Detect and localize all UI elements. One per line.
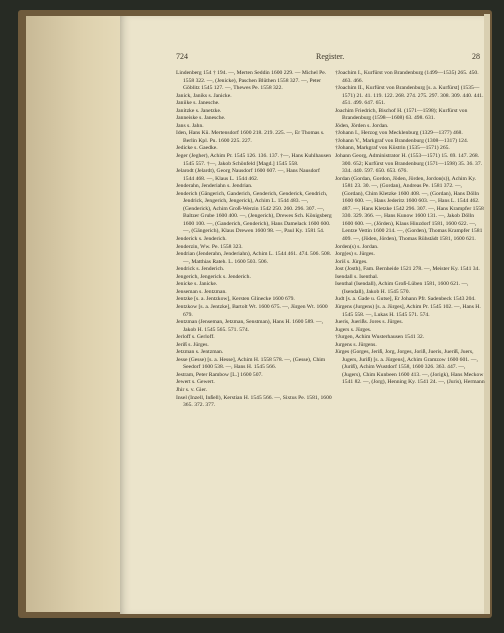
page-number: 724 — [176, 52, 188, 61]
column-number: 28 — [472, 52, 480, 61]
register-entry: Jentzke [s. a. Jentzkow], Kersten Glinecke 1600 679. — [176, 296, 295, 303]
register-entry: †Johann V., Markgraf von Brandenburg (1308—1317) 124. — [335, 137, 469, 144]
register-entry: Jetzman s. Jentzman. — [176, 349, 224, 356]
register-entry: Jendrian (Jenderahn, Jenderiahn), Achim L. 1544 461. 474. 506. 508. —, Matthias Rateh. L. 1600 503. 506. — [176, 251, 332, 265]
register-entry: Jentzkow [s. a. Jentzke], Bartolt Wt. 1600 675. —, Jürgen Wt. 1600 679. — [176, 303, 328, 318]
register-entry: Jurgens s. Jürgens. — [335, 341, 377, 348]
register-entry: Jenderich (Gängerich, Ganderich, Genderich, Genderick, Gendrich, Jendrick, Jengerich, Jengerick), Achim L. 1544 483. —, (Genderick), Achim Groß-Werzin 1542 250. 260. 296. 307. —, Baltzer Grube 1600 400. —, (Jengerich), Drewes Sch. Königsberg 1600 100. —, (Ganderich, Genderich), Hans Damelack 1600 600. —, (Gängerich), Klaus Drewen 1600 98. —, Paul Ky. 1581 54. — [176, 190, 332, 235]
register-entry: Jans s. Jahn. — [176, 122, 204, 129]
register-entry: Jenderahn, Jenderiahn s. Jendrian. — [176, 183, 253, 190]
register-entry: Iden, Hans Kü. Mertensdorf 1600 218. 219. 225. —, Er Thomas s. Berlin Kpl. Pu. 1600 225. 227. — [176, 130, 325, 144]
register-entry: Jedicke s. Gaedke. — [176, 145, 218, 152]
register-entry: Isendall s. Isenthal. — [335, 273, 379, 280]
page-title: Register. — [316, 52, 345, 61]
register-entry: Jenicke s. Janicke. — [176, 281, 218, 288]
register-entry: Lindenberg 154 † 194. —, Merten Seddin 1600 229. — Michel Pe. 1558 322. —, (Jenicke), Paschen Blüthen 1558 327. —, Peter Göblitz 1545 127. —, Thewes Pe. 1558 322. — [176, 70, 327, 92]
register-entry: Jugers s. Jürges. — [335, 326, 372, 333]
register-entry: †Johann I., Herzog von Mecklenburg (1329—1377) 468. — [335, 130, 463, 137]
register-entry: Jöden, Jörden s. Jordan. — [335, 122, 389, 129]
register-entry: Janitzke s. Janetzke. — [176, 107, 222, 114]
register-entry: Jürges (Gorges, Jeriß, Jorg, Jorges, Joriß, Jueris, Jueriß, Juers, Jugers, Juriß) [s. a. Jürgens], Achim Gramzow 1600 601. —, (Juriß), Achim Wustdorf 1558, 1600 326. 363. 447. —, (Jugers), Chim Kunbeen 1600 413. —, (Jorigk), Hans Meckow 1541 82. —, (Jorg), Henning Ky. 1541 24. —, (Juris), Hermann — [335, 349, 485, 386]
register-entry: †Joachim II., Kurfürst von Brandenburg [s. a. Kurfürst] (1535—1571) 21. 41. 119. 122. 268. 274. 275. 297. 308. 309. 440. 441. 451. 499. 647. 651. — [335, 85, 484, 107]
register-entry: Jelarodt (Jelardt), Georg Nausdorf 1600 607. —, Hans Nausdorf 1544 468. —, Klaus L. 1544 462. — [176, 168, 320, 182]
register-entry: Jeger (Jegher), Achim Pr. 1545 126. 136. 137. †—, Hans Kuhlhausen 1545 557. †—, Jakob Schönfeld [Magd.] 1545 558. — [176, 153, 332, 167]
register-entry: Janneiske s. Janesche. — [176, 115, 226, 122]
register-entry: Jueris, Juerißs. Jores s. Jürges. — [335, 319, 403, 326]
register-entry: Jengerich, Jengerick s. Jenderich. — [176, 273, 251, 280]
page-edge-stack — [26, 16, 126, 612]
register-entry: Insel (Inzell, Inßell), Kerstian H. 1545 566. —, Sixtus Pe. 1581, 1600 365. 372. 377. — [176, 394, 332, 409]
register-entry: †Johann, Markgraf von Küstrin (1535—1571) 265. — [335, 145, 450, 152]
register-column-right — [335, 70, 485, 387]
register-entry: Jorg(es) s. Jürges. — [335, 251, 375, 258]
register-entry: Jewert s. Gewert. — [176, 379, 215, 386]
register-entry: Janiike s. Janesche. — [176, 100, 220, 107]
register-entry: Jenderick s. Jenderich. — [176, 236, 227, 243]
register-entry: Jentzman (Jenseman, Jetzman, Senstman), Hans H. 1600 589. —, Jakob H. 1545 565. 571. 574. — [176, 319, 323, 333]
register-entry: Jenderzin, Ww. Pe. 1558 323. — [176, 243, 243, 250]
register-entry: Joachim Friedrich, Bischof H. (1571—1598); Kurfürst von Brandenburg (1598—1608) 63. 498. 631. — [335, 107, 468, 122]
register-entry: Isenthal (Isendall), Achim Groß-Lüben 1581, 1600 621. —, (Isendall), Jakob H. 1545 570. — [335, 281, 469, 295]
register-entry: Jürgens (Jurgens) [s. a. Jürges], Achim Pr. 1545 102. —, Hans H. 1545 558. —, Lukas H. 1545 571. 574. — [335, 303, 481, 318]
register-entry: Jost (Josth), Fam. Bernheide 1521 278. —, Meister Ky. 1541 34. — [335, 266, 480, 273]
register-entry: Jorden(s) s. Jordan. — [335, 243, 379, 250]
register-entry: Jeriß s. Jürges. — [176, 341, 209, 348]
register-entry: Janick, Janiks s. Janicke. — [176, 92, 232, 99]
register-entry: Jendrick s. Jenderich. — [176, 266, 225, 273]
register-entry: Jhir s. v. Gier. — [176, 386, 208, 393]
register-entry: Jesse (Gesse) [s. a. Hesse], Achim H. 1558 578. —, (Gesse), Chim Seedorf 1600 538. —, Hans H. 1545 566. — [176, 356, 326, 371]
register-entry: Jenseman s. Jentzman. — [176, 288, 227, 295]
register-entry: Jordan (Gordan, Gordon, Jöden, Jörden, Jordon(s)), Achim Ky. 1581 23. 30. —, (Gordan), Andreas Pe. 1581 372. —, (Gordan), Chim Kletzke 1600 408. —, (Gordan), Hans Dölln 1600 600. —, Hans Jederitz 1600 603. —, Hans L. 1544 462. 487. —, Hans Kletzke 1542 296. 307. —, Hans Krampfer 1558 330. 329. 366. —, Hans Kunow 1600 131. —, Jakob Dölln 1600 600. —, (Jörden), Klaus Hinzdorf 1581, 1600 622. —, Lentze Vettin 1600 214. —, (Gorden), Thomas Krampfer 1581 409. —, (Jöden, Jörden), Thomas Rühstädt 1581, 1600 621. — [335, 175, 484, 243]
register-entry: Judt [s. a. Gade u. Gutse], Er Johann Pfr. Sadenbeck 1543 204. — [335, 296, 476, 303]
register-entry: †Jurgen, Achim Wusterhausen 1541 32. — [335, 334, 425, 341]
register-entry: Johann Georg, Administrator H. (1553—1571) 15. 69. 147. 268. 300. 652; Kurfürst von Brandenburg (1571—1598) 35. 36. 37. 334. 440. 597. 650. 653. 676. — [335, 153, 483, 175]
page-header — [176, 52, 480, 64]
register-column-left — [176, 70, 332, 410]
register-entry: †Joachim I., Kurfürst von Brandenburg (1499—1535) 265. 450. 463. 466. — [335, 70, 479, 84]
register-entry: Jerloff s. Gerloff. — [176, 334, 215, 341]
register-entry: Joriš s. Jürges. — [335, 258, 368, 265]
register-entry: Jestram, Peter Rambow [L.] 1600 507. — [176, 371, 263, 378]
